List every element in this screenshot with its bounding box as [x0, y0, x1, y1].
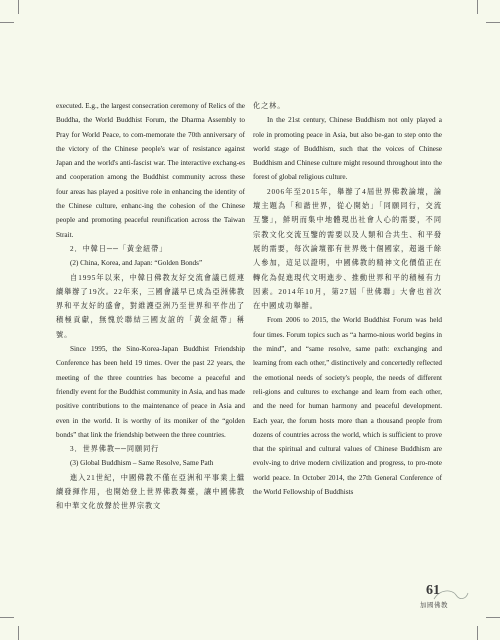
paragraph-en: executed. E.g., the largest consecration ceremony of Relics of the Buddha, the World Buddhist Forum, the Dharma Assembly to Pray for World Peace, to com-memorate the 70th anniversary of the victory of the Chinese people's war of resistance against Japan and the world's anti-fascist war. The interactive exchang-es and cooperation among the Buddhist community across these four areas has played a positive role in enhancing the identity of the Chinese culture, enhanc-ing the cohesion of the Chinese people and promoting peaceful reunification across the Taiwan Strait.: [56, 102, 245, 239]
crop-mark: [477, 626, 478, 640]
right-column: [253, 99, 442, 499]
page-number: 61: [426, 583, 440, 598]
paragraph-en: From 2006 to 2015, the World Buddhist Forum was held four times. Forum topics such as “a harmo-nious world begins in the mind”, and “same resolve, same path: exchanging and learning from each other,” distinctively and concertedly reflected the emotional needs of society's people, the needs of different reli-gions and cultures to exchange and learn from each other, and the need for human harmony and peaceful development. Each year, the forum hosts more than a thousand people from dozens of countries across the world, which is sufficient to prove that the spiritual and cultural values of Chinese Buddhism are evolv-ing to drive modern civilization and progress, to pro-mote world peace. In October 2014, the 27th General Conference of the World Fellowship of Buddhists: [253, 316, 442, 497]
publication-name: 加國佛教: [420, 601, 448, 609]
crop-mark: [18, 0, 19, 14]
paragraph-zh: 自1995年以來，中韓日佛教友好交流會議已經連續舉辦了19次。22年來，三國會議早已成為亞洲佛教界和平友好的盛會，對維護亞洲乃至世界和平作出了積極貢獻，無愧於聯結三國友誼的「黃金紐帶」稱號。: [56, 273, 245, 339]
section-heading-en: (2) China, Korea, and Japan: “Golden Bonds”: [70, 259, 203, 268]
paragraph-en: In the 21st century, Chinese Buddhism not only played a role in promoting peace in Asia, but also be-gan to step onto the world stage of Buddhism, such that the voices of Chinese Buddhism and Chinese culture might resound throughout into the forest of global religious culture.: [253, 116, 442, 182]
section-heading-en: (3) Global Buddhism – Same Resolve, Same Path: [70, 459, 214, 468]
left-column: [56, 99, 245, 514]
crop-mark: [477, 0, 478, 14]
section-heading-zh: 2．中韓日──「黃金紐帶」: [70, 244, 168, 253]
crop-mark: [0, 617, 14, 618]
section-heading-zh: 3．世界佛教──同願同行: [70, 445, 160, 454]
paragraph-zh: 進入21世紀，中國佛教不僅在亞洲和平事業上繼續發揮作用，也開始登上世界佛教舞臺，讓中國佛教和中華文化放聲於世界宗教文: [56, 473, 245, 511]
crop-mark: [486, 617, 500, 618]
paragraph-en: Since 1995, the Sino-Korea-Japan Buddhist Friendship Conference has been held 19 times. Over the past 22 years, the meeting of the three countries has become a peaceful and friendly event for the Buddhist community in Asia, and has made positive contributions to the maintenance of peace in Asia and even in the world. It is worthy of its moniker of the “golden bonds” that link the friendship between the three countries.: [56, 345, 245, 439]
crop-mark: [18, 626, 19, 640]
crop-mark: [486, 22, 500, 23]
crop-mark: [0, 22, 14, 23]
paragraph-zh: 化之林。: [253, 102, 286, 110]
paragraph-zh: 2006年至2015年，舉辦了4屆世界佛教論壇，論壇主題為「和諧世界，從心開始」「同願同行，交流互鑒」，鮮明而集中地體現出社會人心的需要，不同宗教文化交流互鑒的需要以及人類和合共生、和平發展的需要，每次論壇都有世界幾十個國家，超過千餘人參加，這足以證明，中國佛教的精神文化價值正在轉化為促進現代文明進步、推動世界和平的積極有力因素。2014年10月，第27屆「世佛聯」大會也首次在中國成功舉辦。: [253, 187, 442, 311]
